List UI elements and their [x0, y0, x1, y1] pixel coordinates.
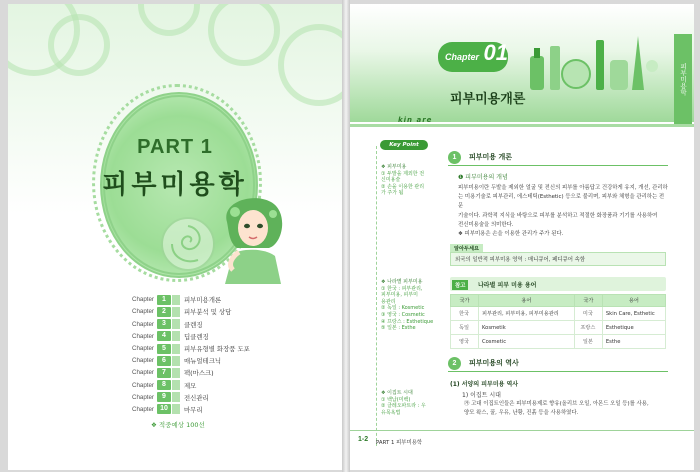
side-note: [381, 390, 439, 416]
section-number: 2: [448, 357, 461, 370]
table-header-cell: 용어: [479, 295, 575, 307]
chapter-word: Chapter: [445, 52, 480, 62]
chapter-number-box: 3: [157, 319, 171, 329]
note-line: ② 손을 이용한 관리: [381, 183, 425, 190]
expected-questions: ❖ 적중예상 100선: [151, 421, 205, 429]
girl-illustration: [213, 192, 293, 284]
body-line: 양모 왁스, 꿀, 우유, 난황, 진흙 등을 사용하였다.: [464, 410, 579, 417]
subheading: (1) 서양의 피부미용 역사: [450, 381, 519, 388]
note-line: ① 두발을 제외한 전: [381, 170, 425, 177]
note-title: ❖ 나라별 피부미용: [381, 279, 423, 285]
chapter-number-box: 5: [157, 344, 171, 354]
chapter-item: [118, 318, 318, 330]
chapter-item: [118, 367, 318, 379]
part-label: PART 1: [137, 136, 213, 158]
chapter-bar: [172, 356, 180, 366]
table-cell: 독일: [451, 321, 479, 335]
chapter-number-box: 9: [157, 392, 171, 402]
side-note: [381, 279, 439, 332]
body-line: ㉮ 고대 이집트인들은 피부미용제로 향유(올리브 오일, 아몬드 오일 등)를 사용,: [464, 401, 649, 407]
chapter-title: 팩(마스크): [184, 369, 214, 378]
footer-rule: [350, 430, 694, 431]
book-gutter: [342, 0, 350, 472]
table-cell: 한국: [451, 307, 479, 321]
chapter-title: 마무리: [184, 405, 203, 414]
note-title: ❖ 피부미용: [381, 164, 407, 170]
chapter-item: [118, 294, 318, 306]
chapter-title: 피부미용개론: [184, 296, 222, 305]
section-underline: [448, 371, 668, 372]
table-cell: 미국: [574, 307, 602, 321]
decorative-swirl: [48, 14, 110, 76]
section-heading: [448, 150, 512, 164]
section-title: 피부미용 개론: [469, 153, 513, 161]
chapter-bar: [172, 368, 180, 378]
table-row: [451, 335, 666, 349]
chapter-bar: [172, 344, 180, 354]
subheading: 1) 이집트 시대: [462, 392, 501, 399]
chapter-item: [118, 392, 318, 404]
chapter-label: Chapter: [131, 357, 154, 365]
chapter-number-box: 8: [157, 380, 171, 390]
key-point-tag: Key Point: [380, 140, 428, 150]
rose-illustration: [158, 214, 218, 274]
right-page: [350, 4, 694, 470]
table-title: 나라별 피부 미용 용어: [478, 282, 537, 289]
tip-box: 외국의 일반적 피부미용 영역 : 매니큐어, 페디큐어 속함: [450, 252, 666, 266]
body-paragraph: [458, 184, 668, 239]
note-line: ① 한국 : 피부관리,: [381, 285, 423, 292]
chapter-label: Chapter: [131, 381, 154, 389]
chapter-bar: [172, 307, 180, 317]
page-number: 1-2: [358, 436, 369, 443]
tip-label: 알아두세요: [450, 244, 483, 253]
note-line: 피부미용, 피부미: [381, 292, 418, 299]
table-tag: 참고: [452, 280, 468, 290]
chapter-title: 피부유형별 화장품 도포: [184, 345, 250, 354]
chapter-title: 제모: [184, 381, 197, 390]
table-cell: Esthetique: [602, 321, 665, 335]
note-line: 신미용술: [381, 177, 401, 184]
table-cell: 피부관리, 피부미용, 피부미용관리: [479, 307, 575, 321]
skincare-divider: [350, 124, 694, 127]
chapter-badge: [445, 40, 508, 66]
chapter-label: Chapter: [131, 405, 154, 413]
chapter-number-box: 2: [157, 307, 171, 317]
chapter-number-box: 7: [157, 368, 171, 378]
part-title: 피부미용학: [102, 170, 248, 200]
table-header-cell: 국가: [574, 295, 602, 307]
chapter-bar: [172, 380, 180, 390]
chapter-number-box: 6: [157, 356, 171, 366]
chapter-item: [118, 306, 318, 318]
side-tab: 피부미용학: [674, 34, 692, 124]
table-cell: 영국: [451, 335, 479, 349]
chapter-number: 01: [483, 40, 508, 65]
side-note: [381, 164, 439, 197]
table-cell: Skin Care, Esthetic: [602, 307, 665, 321]
chapter-item: [118, 331, 318, 343]
table-header-cell: 용어: [602, 295, 665, 307]
chapter-bar: [172, 404, 180, 414]
body-line: 기술이다. 과학적 지식을 바탕으로 피부를 분석하고 적절한 화장품과 기기를 사용하여: [458, 212, 658, 219]
chapter-label: Chapter: [131, 369, 154, 377]
chapter-label: Chapter: [131, 393, 154, 401]
table-header-cell: 국가: [451, 295, 479, 307]
chapter-bar: [172, 319, 180, 329]
chapter-label: Chapter: [131, 332, 154, 340]
chapter-title: 전신관리: [184, 393, 209, 402]
chapter-item: [118, 355, 318, 367]
table-cell: Cosmetic: [479, 335, 575, 349]
chapter-item: [118, 343, 318, 355]
chapter-title: 딥클렌징: [184, 332, 209, 341]
note-line: ① 백납(미백): [381, 396, 411, 403]
chapter-title: 피부미용개론: [450, 92, 526, 107]
note-line: ⑤ 일본 : Esthe: [381, 325, 416, 332]
body-paragraph: [464, 400, 674, 418]
table-cell: Esthe: [602, 335, 665, 349]
table-row: [451, 321, 666, 335]
note-line: 가 주가 됨: [381, 190, 404, 197]
table-cell: 일본: [574, 335, 602, 349]
chapter-item: [118, 404, 318, 416]
table-cell: 프랑스: [574, 321, 602, 335]
page-part-label: PART 1 피부미용학: [376, 440, 423, 446]
note-line: ④ 프랑스 : Esthetique: [381, 318, 434, 325]
chapter-title: 매뉴얼테크닉: [184, 357, 222, 366]
chapter-label: Chapter: [131, 345, 154, 353]
chapter-bar: [172, 392, 180, 402]
note-line: 유목욕법: [381, 409, 401, 416]
chapter-label: Chapter: [131, 308, 154, 316]
chapter-bar: [172, 295, 180, 305]
chapter-title: 클렌징: [184, 320, 203, 329]
body-line: ❖ 피부미용은 손을 이용한 관리가 주가 된다.: [458, 231, 564, 238]
subheading: ❶ 피부미용의 개념: [458, 174, 508, 181]
note-line: ② 클레오파트라 : 우: [381, 403, 426, 410]
section-title: 피부미용의 역사: [469, 359, 519, 367]
note-line: ② 독일 : Kosmetic: [381, 305, 425, 312]
cosmetics-illustration: [520, 26, 660, 96]
chapter-number-box: 4: [157, 331, 171, 341]
skincare-label: kin are: [398, 116, 433, 124]
note-line: 용관리: [381, 298, 396, 305]
chapter-number-box: 1: [157, 295, 171, 305]
body-line: 전신미용술을 의미한다.: [458, 221, 514, 228]
body-line: 피부미용이란 두발을 제외한 얼굴 및 전신의 피부를 아름답고 건강하게 유지, 개선, 관리하: [458, 185, 668, 191]
chapter-bar: [172, 331, 180, 341]
body-line: 는 미용기술로 피부관리, 에스테틱(Esthetic) 등으로 불리며, 피부와 체형을 관리하는 전문: [458, 194, 665, 210]
chapter-list: [118, 294, 318, 416]
terms-table: [450, 294, 666, 349]
note-line: ③ 영국 : Cosmetic: [381, 311, 425, 318]
chapter-item: [118, 379, 318, 391]
table-cell: Kosmetik: [479, 321, 575, 335]
chapter-label: Chapter: [131, 296, 154, 304]
table-row: [451, 307, 666, 321]
left-page: [8, 4, 342, 470]
chapter-label: Chapter: [131, 320, 154, 328]
section-number: 1: [448, 151, 461, 164]
section-underline: [448, 165, 668, 166]
chapter-title: 피부분석 및 상담: [184, 308, 232, 317]
section-heading: [448, 356, 519, 370]
note-title: ❖ 이집트 시대: [381, 390, 413, 396]
chapter-number-box: 10: [157, 404, 171, 414]
